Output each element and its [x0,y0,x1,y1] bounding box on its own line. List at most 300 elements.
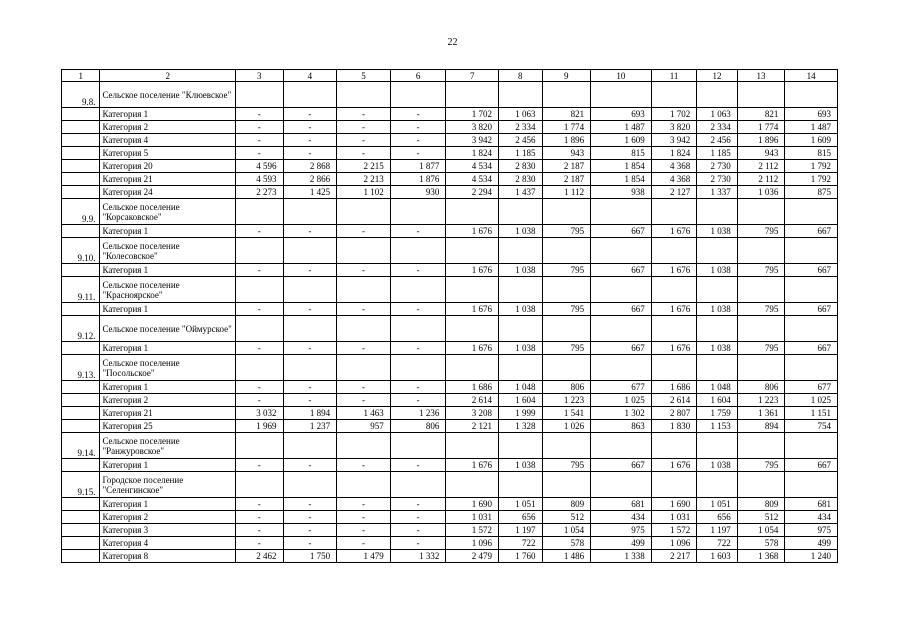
value-cell: 1 896 [542,134,591,147]
value-cell: 821 [737,108,785,121]
category-name: Категория 2 [100,511,236,524]
column-header: 13 [737,70,785,82]
empty-cell [236,355,284,381]
value-cell: - [283,498,337,511]
value-cell: 2 462 [236,550,284,563]
value-cell: - [283,108,337,121]
value-cell: - [390,303,446,316]
value-cell: 1 774 [542,121,591,134]
value-cell: 2 456 [697,134,737,147]
empty-cell [651,277,697,303]
table-row [62,537,838,550]
empty-cell [337,472,391,498]
table-row [62,342,838,355]
empty-cell [390,199,446,225]
settlement-code: 9.12. [62,316,100,342]
value-cell: - [236,121,284,134]
value-cell: - [337,108,391,121]
value-cell: 957 [337,420,391,433]
value-cell: 795 [542,303,591,316]
value-cell: 1 486 [542,550,591,563]
value-cell: - [337,498,391,511]
value-cell: 1 676 [651,459,697,472]
value-cell: - [236,537,284,550]
empty-cell [236,316,284,342]
value-cell: 2 866 [283,173,337,186]
empty-cell [446,472,499,498]
value-cell: 499 [785,537,838,550]
table-row [62,498,838,511]
empty-cell [499,277,543,303]
value-cell: 795 [737,459,785,472]
value-cell: 1 572 [651,524,697,537]
table-row [62,524,838,537]
empty-cell [236,472,284,498]
value-cell: 1 240 [785,550,838,563]
empty-cell [737,355,785,381]
row-code-cell [62,524,100,537]
value-cell: 1 031 [446,511,499,524]
settlement-code: 9.10. [62,238,100,264]
empty-cell [591,82,652,108]
empty-cell [236,82,284,108]
value-cell: 795 [737,303,785,316]
value-cell: - [337,342,391,355]
empty-cell [542,277,591,303]
table-row [62,173,838,186]
value-cell: - [236,303,284,316]
value-cell: - [337,147,391,160]
value-cell: 795 [737,342,785,355]
value-cell: 1 302 [591,407,652,420]
value-cell: 1 048 [697,381,737,394]
value-cell: 1 854 [591,160,652,173]
value-cell: 1 036 [737,186,785,199]
value-cell: 1 854 [591,173,652,186]
value-cell: 656 [499,511,543,524]
value-cell: 1 690 [651,498,697,511]
value-cell: 2 217 [651,550,697,563]
table-row [62,186,838,199]
value-cell: - [390,524,446,537]
category-name: Категория 1 [100,303,236,316]
value-cell: 1 063 [697,108,737,121]
value-cell: 2 215 [337,160,391,173]
value-cell: 1 025 [591,394,652,407]
value-cell: 1 603 [697,550,737,563]
empty-cell [499,472,543,498]
value-cell: 3 820 [446,121,499,134]
value-cell: 693 [785,108,838,121]
empty-cell [337,316,391,342]
value-cell: 1 969 [236,420,284,433]
empty-cell [785,82,838,108]
row-code-cell [62,459,100,472]
value-cell: 1 038 [499,342,543,355]
value-cell: 806 [390,420,446,433]
row-code-cell [62,160,100,173]
value-cell: 1 153 [697,420,737,433]
category-name: Категория 20 [100,160,236,173]
value-cell: 1 792 [785,160,838,173]
value-cell: 943 [542,147,591,160]
empty-cell [697,316,737,342]
value-cell: 677 [785,381,838,394]
empty-cell [499,82,543,108]
value-cell: 434 [785,511,838,524]
empty-cell [337,433,391,459]
value-cell: 815 [785,147,838,160]
settlement-name: Сельское поселение "Посольское" [100,355,236,381]
value-cell: 938 [591,186,652,199]
value-cell: 3 942 [446,134,499,147]
table-row [62,108,838,121]
value-cell: 578 [737,537,785,550]
empty-cell [499,316,543,342]
category-name: Категория 21 [100,173,236,186]
value-cell: - [337,524,391,537]
value-cell: 2 334 [697,121,737,134]
empty-cell [390,433,446,459]
value-cell: - [283,394,337,407]
value-cell: 1 038 [697,342,737,355]
empty-cell [737,316,785,342]
value-cell: 2 807 [651,407,697,420]
settlement-name: Сельское поселение "Корсаковское" [100,199,236,225]
empty-cell [283,472,337,498]
value-cell: 667 [591,225,652,238]
value-cell: 809 [737,498,785,511]
value-cell: 806 [542,381,591,394]
table-row [62,394,838,407]
value-cell: - [390,511,446,524]
empty-cell [542,433,591,459]
value-cell: 1 686 [651,381,697,394]
value-cell: - [390,108,446,121]
value-cell: 1 038 [499,459,543,472]
value-cell: - [236,511,284,524]
value-cell: - [390,498,446,511]
category-name: Категория 1 [100,264,236,277]
value-cell: - [283,511,337,524]
value-cell: 681 [785,498,838,511]
value-cell: - [390,134,446,147]
value-cell: - [390,225,446,238]
value-cell: 667 [785,342,838,355]
empty-cell [785,355,838,381]
value-cell: 1 604 [499,394,543,407]
value-cell: 2 614 [651,394,697,407]
column-header: 9 [542,70,591,82]
value-cell: 795 [737,225,785,238]
value-cell: 1 425 [283,186,337,199]
settlement-name: Городское поселение "Селенгинское" [100,472,236,498]
value-cell: 1 690 [446,498,499,511]
value-cell: - [283,121,337,134]
value-cell: 1 338 [591,550,652,563]
row-code-cell [62,134,100,147]
empty-cell [785,199,838,225]
empty-cell [697,472,737,498]
settlement-name: Сельское поселение "Красноярское" [100,277,236,303]
empty-cell [785,238,838,264]
empty-cell [337,355,391,381]
value-cell: 1 774 [737,121,785,134]
value-cell: 1 676 [651,303,697,316]
empty-cell [542,238,591,264]
row-code-cell [62,537,100,550]
table-body [62,70,838,563]
value-cell: 1 830 [651,420,697,433]
empty-cell [785,316,838,342]
value-cell: 806 [737,381,785,394]
empty-cell [737,433,785,459]
empty-cell [651,433,697,459]
value-cell: - [283,147,337,160]
value-cell: 1 824 [651,147,697,160]
value-cell: 1 604 [697,394,737,407]
value-cell: 795 [542,225,591,238]
empty-cell [446,82,499,108]
value-cell: 1 676 [651,264,697,277]
value-cell: 863 [591,420,652,433]
empty-cell [591,316,652,342]
value-cell: 1 096 [651,537,697,550]
empty-cell [737,199,785,225]
settlement-name: Сельское поселение "Оймурское" [100,316,236,342]
column-header: 1 [62,70,100,82]
table-row [62,381,838,394]
category-name: Категория 2 [100,121,236,134]
value-cell: 667 [591,342,652,355]
empty-cell [697,82,737,108]
empty-cell [591,199,652,225]
value-cell: 1 487 [591,121,652,134]
settlement-code: 9.15. [62,472,100,498]
row-code-cell [62,498,100,511]
empty-cell [542,199,591,225]
empty-cell [283,433,337,459]
column-header: 8 [499,70,543,82]
value-cell: 1 487 [785,121,838,134]
value-cell: 1 479 [337,550,391,563]
row-code-cell [62,147,100,160]
value-cell: 1 676 [446,459,499,472]
value-cell: 1 223 [737,394,785,407]
table-row [62,407,838,420]
settlement-row [62,433,838,459]
category-name: Категория 24 [100,186,236,199]
value-cell: 1 824 [446,147,499,160]
value-cell: 1 048 [499,381,543,394]
value-cell: - [236,394,284,407]
category-name: Категория 3 [100,524,236,537]
settlement-row [62,316,838,342]
value-cell: 1 702 [651,108,697,121]
empty-cell [542,355,591,381]
value-cell: 795 [542,459,591,472]
value-cell: 1 676 [446,225,499,238]
empty-cell [651,199,697,225]
value-cell: 2 830 [499,160,543,173]
value-cell: 2 334 [499,121,543,134]
row-code-cell [62,264,100,277]
value-cell: 3 820 [651,121,697,134]
value-cell: 2 112 [737,173,785,186]
value-cell: 4 368 [651,160,697,173]
column-header: 3 [236,70,284,82]
value-cell: 2 730 [697,160,737,173]
empty-cell [785,277,838,303]
value-cell: 1 051 [697,498,737,511]
empty-cell [390,82,446,108]
category-name: Категория 4 [100,537,236,550]
empty-cell [236,238,284,264]
value-cell: 722 [499,537,543,550]
value-cell: 1 676 [651,342,697,355]
value-cell: 1 750 [283,550,337,563]
value-cell: 2 294 [446,186,499,199]
value-cell: 2 479 [446,550,499,563]
page-number: 22 [447,37,458,48]
settlement-row [62,238,838,264]
row-code-cell [62,173,100,186]
category-name: Категория 1 [100,381,236,394]
column-header: 2 [100,70,236,82]
row-code-cell [62,108,100,121]
empty-cell [737,277,785,303]
settlement-name: Сельское поселение "Колесовское" [100,238,236,264]
settlement-row [62,472,838,498]
value-cell: - [337,134,391,147]
category-name: Категория 1 [100,459,236,472]
value-cell: - [236,381,284,394]
empty-cell [697,355,737,381]
row-code-cell [62,550,100,563]
empty-cell [651,472,697,498]
value-cell: - [390,147,446,160]
empty-cell [283,355,337,381]
value-cell: 4 534 [446,173,499,186]
empty-cell [737,472,785,498]
value-cell: 1 759 [697,407,737,420]
value-cell: 1 197 [697,524,737,537]
value-cell: 681 [591,498,652,511]
value-cell: - [283,134,337,147]
value-cell: 1 332 [390,550,446,563]
value-cell: 1 223 [542,394,591,407]
value-cell: 1 038 [697,303,737,316]
empty-cell [697,277,737,303]
settlement-name: Сельское поселение "Клюевское" [100,82,236,108]
row-code-cell [62,121,100,134]
empty-cell [499,199,543,225]
value-cell: 1 877 [390,160,446,173]
value-cell: - [337,121,391,134]
settlement-code: 9.11. [62,277,100,303]
empty-cell [390,472,446,498]
value-cell: 1 026 [542,420,591,433]
row-code-cell [62,381,100,394]
empty-cell [651,238,697,264]
value-cell: 894 [737,420,785,433]
category-name: Категория 1 [100,225,236,238]
value-cell: 693 [591,108,652,121]
empty-cell [499,355,543,381]
table-row [62,264,838,277]
value-cell: 2 187 [542,173,591,186]
value-cell: 1 197 [499,524,543,537]
empty-cell [337,82,391,108]
value-cell: 1 876 [390,173,446,186]
value-cell: 578 [542,537,591,550]
value-cell: 1 102 [337,186,391,199]
empty-cell [337,238,391,264]
empty-cell [542,472,591,498]
value-cell: 2 868 [283,160,337,173]
value-cell: 2 213 [337,173,391,186]
value-cell: 1 437 [499,186,543,199]
value-cell: 2 127 [651,186,697,199]
value-cell: - [337,264,391,277]
row-code-cell [62,303,100,316]
empty-cell [283,82,337,108]
category-name: Категория 5 [100,147,236,160]
empty-cell [236,199,284,225]
empty-cell [446,199,499,225]
column-header: 7 [446,70,499,82]
value-cell: 1 112 [542,186,591,199]
value-cell: 4 534 [446,160,499,173]
category-name: Категория 8 [100,550,236,563]
value-cell: - [390,381,446,394]
value-cell: - [390,537,446,550]
row-code-cell [62,342,100,355]
value-cell: - [390,264,446,277]
table-row [62,459,838,472]
value-cell: - [236,147,284,160]
row-code-cell [62,225,100,238]
empty-cell [651,355,697,381]
value-cell: 1 038 [697,264,737,277]
category-name: Категория 1 [100,342,236,355]
settlement-code: 9.9. [62,199,100,225]
value-cell: 1 038 [499,303,543,316]
value-cell: - [236,524,284,537]
value-cell: 795 [542,342,591,355]
value-cell: 1 185 [499,147,543,160]
empty-cell [499,433,543,459]
table-row [62,134,838,147]
empty-cell [651,82,697,108]
empty-cell [390,355,446,381]
empty-cell [651,316,697,342]
table-row [62,550,838,563]
empty-cell [499,238,543,264]
value-cell: - [390,121,446,134]
value-cell: 795 [542,264,591,277]
value-cell: 2 614 [446,394,499,407]
value-cell: 2 730 [697,173,737,186]
empty-cell [446,238,499,264]
settlement-row [62,277,838,303]
value-cell: 3 208 [446,407,499,420]
value-cell: 1 236 [390,407,446,420]
value-cell: - [236,108,284,121]
value-cell: - [283,537,337,550]
value-cell: - [337,225,391,238]
empty-cell [591,433,652,459]
